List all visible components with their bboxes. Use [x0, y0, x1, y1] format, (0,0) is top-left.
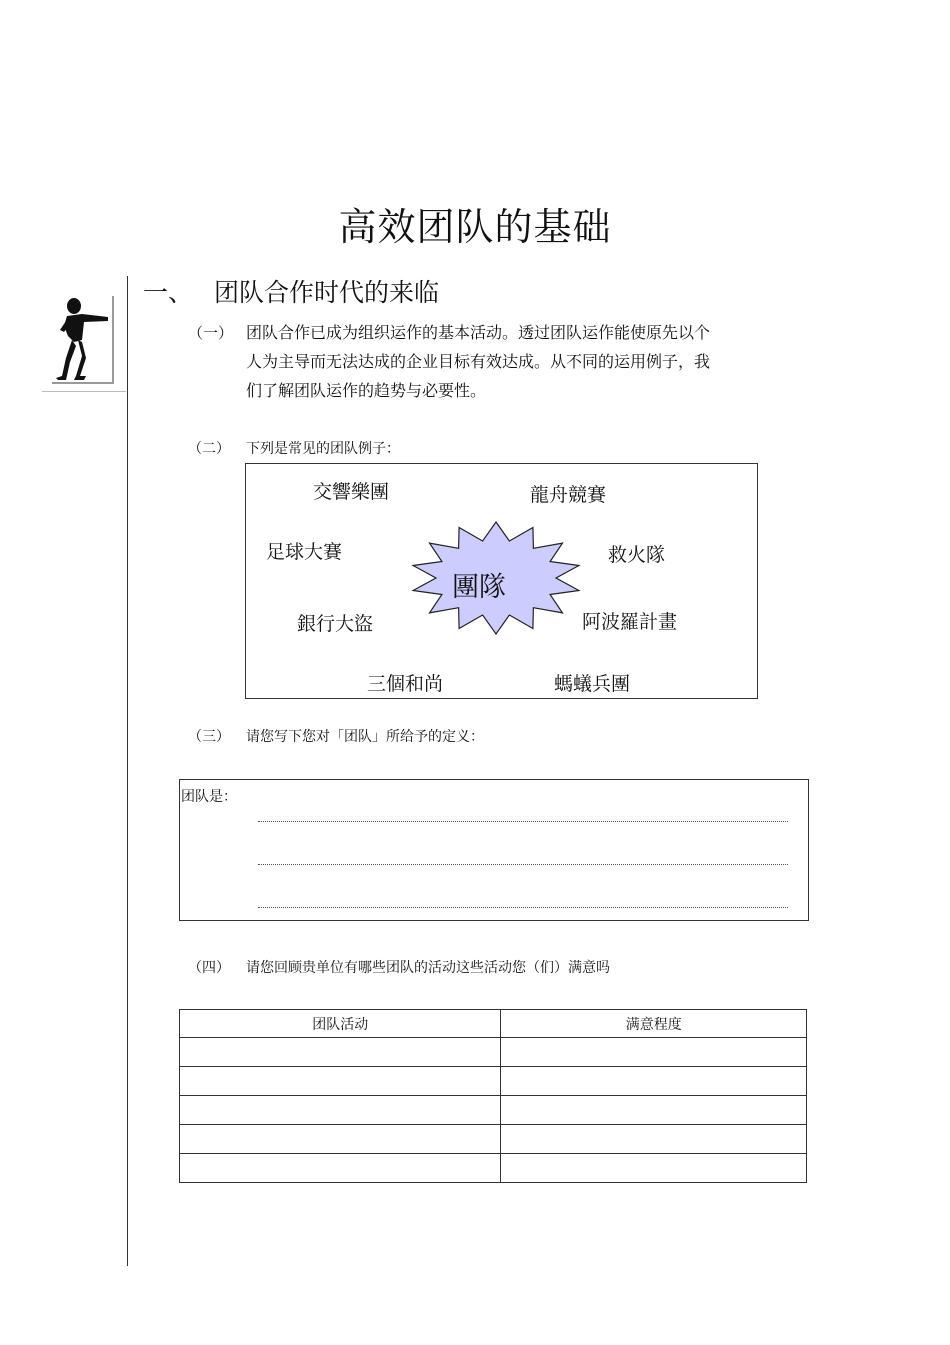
writing-line[interactable] — [258, 821, 788, 822]
table-row — [180, 1096, 807, 1125]
item-text: 请您写下您对「团队」所给予的定义： — [246, 729, 484, 745]
item-number: （四） — [188, 960, 230, 976]
pointing-man-icon — [52, 296, 112, 382]
activity-cell[interactable] — [180, 1038, 501, 1067]
team-example: 龍舟競賽 — [530, 484, 607, 506]
activity-cell[interactable] — [180, 1096, 501, 1125]
pointing-man-illustration — [52, 296, 114, 384]
writing-line[interactable] — [258, 864, 788, 865]
page-title: 高效团队的基础 — [338, 205, 612, 249]
team-example: 三個和尚 — [367, 673, 444, 695]
satisfaction-cell[interactable] — [501, 1154, 807, 1183]
definition-label: 团队是： — [181, 789, 237, 805]
illustration-rule — [42, 391, 126, 392]
item-number: （三） — [188, 729, 230, 745]
team-examples-box — [245, 463, 758, 699]
activity-cell[interactable] — [180, 1125, 501, 1154]
table-row — [180, 1154, 807, 1183]
activity-table — [179, 1009, 807, 1183]
item-text: 请您回顾贵单位有哪些团队的活动这些活动您（们）满意吗 — [246, 960, 610, 976]
writing-line[interactable] — [258, 907, 788, 908]
satisfaction-cell[interactable] — [501, 1067, 807, 1096]
team-example: 阿波羅計畫 — [582, 611, 678, 633]
item-number: （一） — [188, 324, 234, 342]
activity-table-body — [180, 1038, 807, 1183]
team-example: 螞蟻兵團 — [554, 673, 631, 695]
table-row — [180, 1067, 807, 1096]
table-row — [180, 1038, 807, 1067]
definition-box — [179, 779, 809, 921]
column-header-satisfaction: 满意程度 — [501, 1010, 807, 1038]
paragraph-line: 人为主导而无法达成的企业目标有效达成。从不同的运用例子，我 — [246, 352, 711, 371]
column-header-activity: 团队活动 — [180, 1010, 501, 1038]
paragraph-line: 们了解团队运作的趋势与必要性。 — [246, 381, 487, 400]
margin-rule — [127, 276, 128, 1266]
team-example: 銀行大盜 — [297, 613, 374, 635]
table-header-row — [180, 1010, 807, 1038]
satisfaction-cell[interactable] — [501, 1038, 807, 1067]
item-paragraph — [246, 318, 786, 405]
item-text: 下列是常见的团队例子： — [246, 441, 400, 457]
paragraph-line: 团队合作已成为组织运作的基本活动。透过团队运作能使原先以个 — [246, 323, 711, 342]
team-example: 交響樂團 — [313, 481, 390, 503]
team-center-label: 團隊 — [452, 572, 506, 603]
satisfaction-cell[interactable] — [501, 1096, 807, 1125]
section-title: 团队合作时代的来临 — [214, 278, 440, 307]
team-example: 足球大賽 — [266, 541, 343, 563]
section-number: 一、 — [143, 278, 194, 307]
activity-cell[interactable] — [180, 1067, 501, 1096]
item-number: （二） — [188, 441, 230, 457]
activity-cell[interactable] — [180, 1154, 501, 1183]
team-example: 救火隊 — [608, 544, 666, 566]
satisfaction-cell[interactable] — [501, 1125, 807, 1154]
table-row — [180, 1125, 807, 1154]
